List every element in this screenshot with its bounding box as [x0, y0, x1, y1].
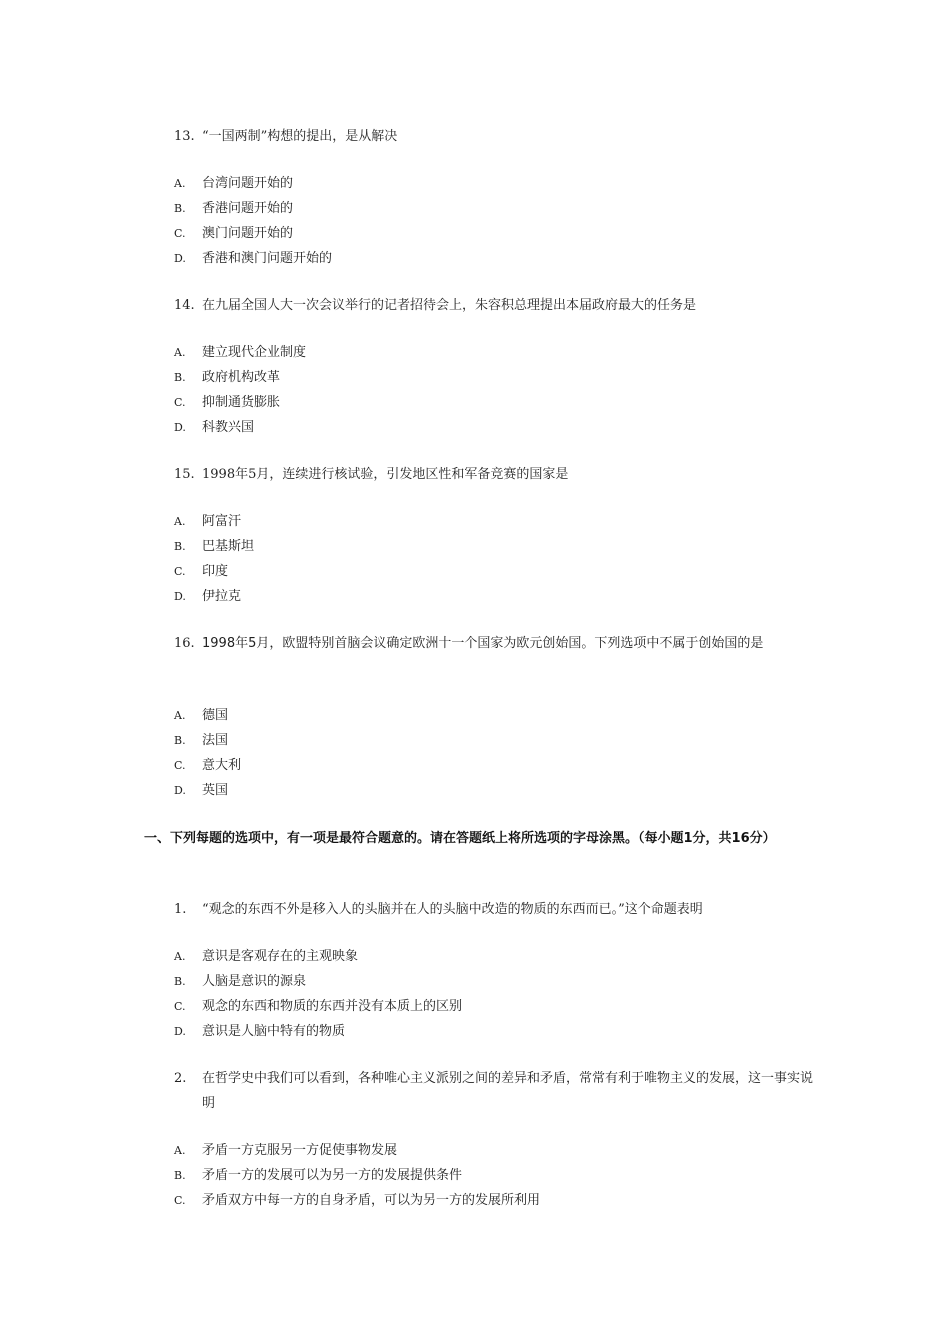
option-text: 德国	[202, 708, 229, 723]
option-letter: A.	[174, 950, 186, 963]
option-text: 香港和澳门问题开始的	[202, 251, 333, 266]
option-text: 阿富汗	[202, 514, 242, 529]
question-text-rest: 月，欧盟特别首脑会议确定欧洲十一个国家为欧元创始国。下列选项中不属于创始国的是	[256, 636, 764, 651]
option-letter: A.	[174, 177, 186, 190]
option	[174, 1163, 814, 1188]
option-letter: C.	[174, 565, 186, 578]
option-letter: A.	[174, 1144, 186, 1157]
question-text: “一国两制”构想的提出，是从解决	[202, 129, 398, 144]
question-number: 2.	[174, 1071, 187, 1086]
option-letter: C.	[174, 759, 186, 772]
option	[174, 969, 814, 994]
option-letter: B.	[174, 202, 186, 215]
question-number: 15.	[174, 467, 195, 482]
option-text: 伊拉克	[202, 589, 242, 604]
option-text: 台湾问题开始的	[202, 176, 294, 191]
question-text: 在哲学史中我们可以看到，各种唯心主义派别之间的差异和矛盾，常常有利于唯物主义的发展，这一事实说明	[202, 1071, 814, 1111]
option-text: 矛盾一方的发展可以为另一方的发展提供条件	[202, 1168, 463, 1183]
question-1	[174, 897, 814, 922]
option	[174, 390, 814, 415]
option-text: 意识是客观存在的主观映象	[202, 949, 359, 964]
option-text: 意大利	[202, 758, 242, 773]
question-number: 16.	[174, 636, 195, 651]
option	[174, 534, 814, 559]
section-heading: 一、下列每题的选项中，有一项是最符合题意的。请在答题纸上将所选项的字母涂黑。（每小题1分，共16分）	[144, 831, 776, 846]
question-14	[174, 293, 814, 318]
option-text: 澳门问题开始的	[202, 226, 294, 241]
option-letter: C.	[174, 396, 186, 409]
question-year-suffix: 年	[235, 636, 249, 651]
option-text: 英国	[202, 783, 229, 798]
option-letter: C.	[174, 227, 186, 240]
option	[174, 994, 814, 1019]
question-2	[174, 1066, 814, 1116]
option-letter: C.	[174, 1000, 186, 1013]
option-text: 矛盾双方中每一方的自身矛盾，可以为另一方的发展所利用	[202, 1193, 541, 1208]
option-text: 科教兴国	[202, 420, 255, 435]
option	[174, 509, 814, 534]
option-letter: A.	[174, 709, 186, 722]
option-letter: A.	[174, 346, 186, 359]
option	[174, 171, 814, 196]
question-year: 1998	[202, 636, 236, 651]
option-letter: D.	[174, 252, 186, 265]
question-text: 在九届全国人大一次会议举行的记者招待会上，朱容积总理提出本届政府最大的任务是	[202, 298, 697, 313]
option-text: 法国	[202, 733, 229, 748]
question-text: 1998年5月，连续进行核试验，引发地区性和军备竞赛的国家是	[202, 467, 569, 482]
option-letter: D.	[174, 784, 186, 797]
option-letter: B.	[174, 371, 186, 384]
question-number: 1.	[174, 902, 187, 917]
question-number: 13.	[174, 129, 195, 144]
option-letter: D.	[174, 421, 186, 434]
option-letter: B.	[174, 540, 186, 553]
option-letter: B.	[174, 1169, 186, 1182]
option-text: 矛盾一方克服另一方促使事物发展	[202, 1143, 398, 1158]
option-text: 人脑是意识的源泉	[202, 974, 307, 989]
option	[174, 415, 814, 440]
question-16	[174, 631, 814, 656]
option-letter: B.	[174, 734, 186, 747]
option	[174, 728, 814, 753]
option-letter: A.	[174, 515, 186, 528]
option-text: 印度	[202, 564, 229, 579]
option	[174, 246, 814, 271]
option-letter: D.	[174, 590, 186, 603]
option	[174, 584, 814, 609]
question-number: 14.	[174, 298, 195, 313]
option	[174, 1019, 814, 1044]
option-text: 意识是人脑中特有的物质	[202, 1024, 346, 1039]
option-text: 抑制通货膨胀	[202, 395, 281, 410]
option-letter: D.	[174, 1025, 186, 1038]
option	[174, 1188, 814, 1213]
option	[174, 221, 814, 246]
option	[174, 365, 814, 390]
option-text: 巴基斯坦	[202, 539, 255, 554]
option	[174, 559, 814, 584]
option	[174, 778, 814, 803]
question-13	[174, 124, 814, 149]
question-text: “观念的东西不外是移入人的头脑并在人的头脑中改造的物质的东西而已。”这个命题表明	[202, 902, 703, 917]
option	[174, 703, 814, 728]
option	[174, 1138, 814, 1163]
option	[174, 340, 814, 365]
question-text	[202, 631, 814, 656]
option	[174, 196, 814, 221]
option	[174, 753, 814, 778]
option-text: 建立现代企业制度	[202, 345, 307, 360]
option-letter: B.	[174, 975, 186, 988]
option-letter: C.	[174, 1194, 186, 1207]
question-month: 5	[248, 636, 257, 651]
option-text: 观念的东西和物质的东西并没有本质上的区别	[202, 999, 463, 1014]
question-15	[174, 462, 814, 487]
option-text: 香港问题开始的	[202, 201, 294, 216]
option	[174, 944, 814, 969]
option-text: 政府机构改革	[202, 370, 281, 385]
